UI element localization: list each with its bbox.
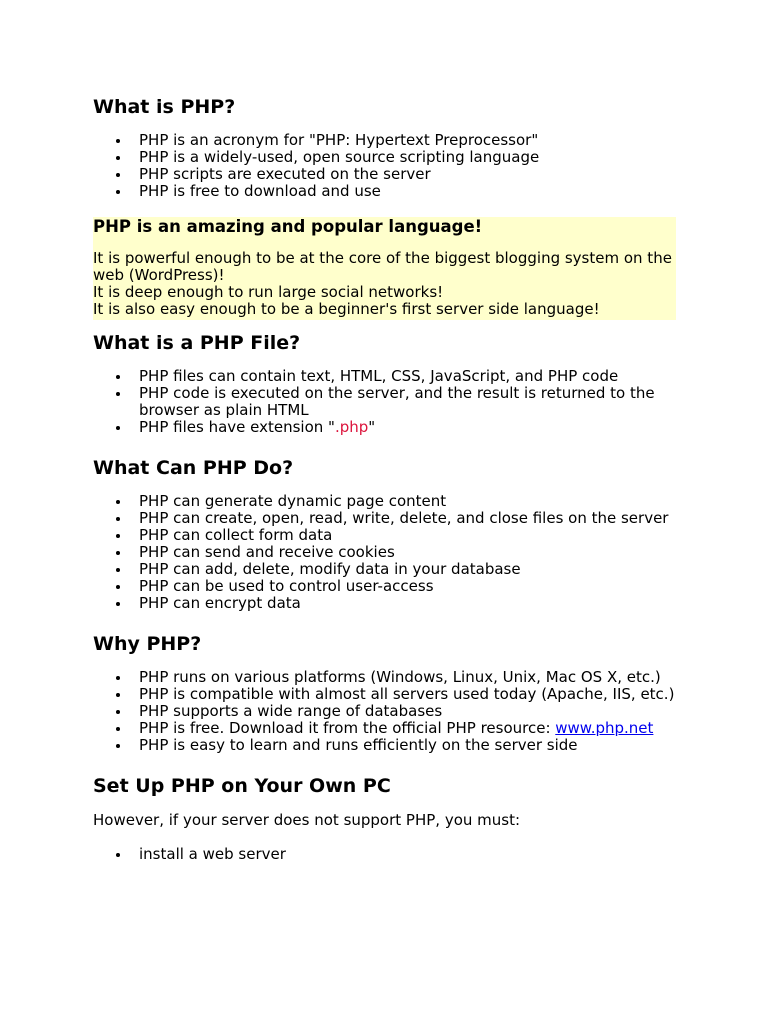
extension-code: .php <box>334 418 369 436</box>
list-item: PHP supports a wide range of databases <box>139 703 678 720</box>
heading-php-file: What is a PHP File? <box>93 332 301 354</box>
list-item: PHP can be used to control user-access <box>139 578 678 595</box>
list-item: PHP can send and receive cookies <box>139 544 678 561</box>
list-item: PHP is compatible with almost all servers used today (Apache, IIS, etc.) <box>139 686 678 703</box>
heading-can-do: What Can PHP Do? <box>93 457 294 479</box>
list-item: PHP is easy to learn and runs efficiently on the server side <box>139 737 678 754</box>
note-line: It is deep enough to run large social networks! <box>93 283 444 301</box>
list-item: PHP can encrypt data <box>139 595 678 612</box>
list-item-extension <box>139 419 678 436</box>
list-item: PHP files can contain text, HTML, CSS, JavaScript, and PHP code <box>139 368 678 385</box>
heading-setup: Set Up PHP on Your Own PC <box>93 775 391 797</box>
list-can-do <box>93 493 678 612</box>
list-item: PHP is an acronym for "PHP: Hypertext Preprocessor" <box>139 132 678 149</box>
list-what-is-php <box>93 132 678 200</box>
heading-what-is-php: What is PHP? <box>93 96 236 118</box>
document-content <box>93 93 678 863</box>
php-net-link[interactable]: www.php.net <box>555 719 654 737</box>
list-php-file <box>93 368 678 436</box>
list-setup <box>93 846 678 863</box>
list-item: PHP runs on various platforms (Windows, Linux, Unix, Mac OS X, etc.) <box>139 669 678 686</box>
extension-suffix: " <box>368 418 376 436</box>
extension-prefix: PHP files have extension " <box>139 418 335 436</box>
list-item: PHP scripts are executed on the server <box>139 166 678 183</box>
list-item-free <box>139 720 678 737</box>
note-line: It is also easy enough to be a beginner's first server side language! <box>93 300 600 318</box>
heading-why-php: Why PHP? <box>93 633 202 655</box>
list-item: PHP code is executed on the server, and the result is returned to the browser as plain HTML <box>139 385 678 419</box>
list-item: PHP can generate dynamic page content <box>139 493 678 510</box>
note-title: PHP is an amazing and popular language! <box>93 217 483 236</box>
highlight-note <box>93 217 676 320</box>
list-why-php <box>93 669 678 754</box>
list-item: PHP is free to download and use <box>139 183 678 200</box>
free-text: PHP is free. Download it from the official PHP resource: <box>139 719 556 737</box>
setup-intro: However, if your server does not support PHP, you must: <box>93 811 521 829</box>
list-item: install a web server <box>139 846 678 863</box>
list-item: PHP can create, open, read, write, delete, and close files on the server <box>139 510 678 527</box>
list-item: PHP can add, delete, modify data in your database <box>139 561 678 578</box>
list-item: PHP is a widely-used, open source scripting language <box>139 149 678 166</box>
note-line: It is powerful enough to be at the core of the biggest blogging system on the web (WordPress)! <box>93 249 672 284</box>
list-item: PHP can collect form data <box>139 527 678 544</box>
